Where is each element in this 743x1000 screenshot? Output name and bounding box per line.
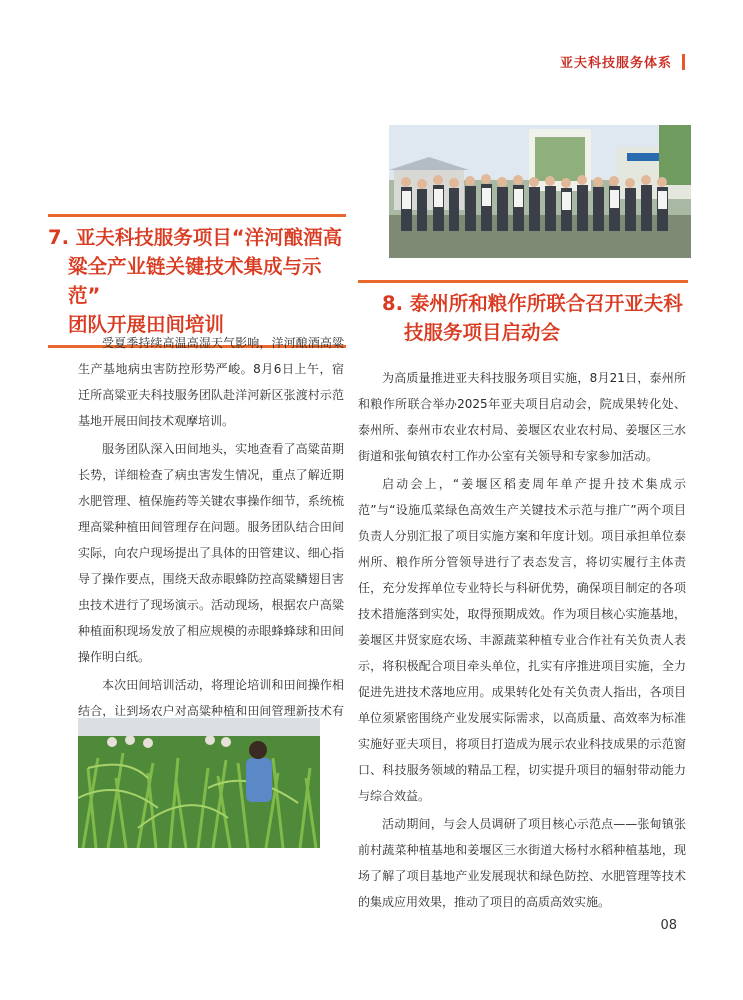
section8-paragraph: 启动会上，“姜堰区稻麦周年单产提升技术集成示范”与“设施瓜菜绿色高效生产关键技术示范与推广”两个项目负责人分别汇报了项目实施方案和年度计划。项目承担单位泰州所、粮作所分管领导进行了表态发言，将切实履行主体责任，充分发挥单位专业特长与科研优势，确保项目制定的各项技术措施落到实处，取得预期成效。作为项目核心实施基地，姜堰区井贤家庭农场、丰源蔬菜种植专业合作社有关负责人表示，将积极配合项目牵头单位，扎实有序推进项目实施，全力促进先进技术落地应用。成果转化处有关负责人指出，各项目单位须紧密围绕产业发展实际需求，以高质量、高效率为标准实施好亚夫项目，将项目打造成为展示农业科技成果的示范窗口、科技服务领域的精品工程，切实提升项目的辐射带动能力与综合效益。 — [358, 477, 686, 803]
section7-paragraph: 本次田间培训活动，将理论培训和田间操作相结合，让到场农户对高粱种植和田间管理新技术有 — [78, 678, 344, 718]
section7-paragraph: 受夏季持续高温高湿天气影响，洋河酿酒高粱生产基地病虫害防控形势严峻。8月6日上午，宿迁所高粱亚夫科技服务团队赴洋河新区张渡村示范基地开展田间技术观摩培训。 — [78, 336, 344, 428]
field-training-photo — [78, 718, 320, 848]
section8-heading-block — [358, 280, 688, 351]
page-number: 08 — [660, 918, 677, 933]
section8-heading-line: 8. 泰州所和粮作所联合召开亚夫科 — [382, 292, 683, 315]
section8-paragraph: 活动期间，与会人员调研了项目核心示范点——张甸镇张前村蔬菜种植基地和姜堰区三水街道大杨村水稻种植基地，现场了解了项目基地产业发展现状和绿色防控、水肥管理等技术的集成应用效果，推动了项目的高质高效实施。 — [358, 817, 686, 909]
header-bar — [682, 54, 685, 70]
section8-paragraph: 为高质量推进亚夫科技服务项目实施，8月21日，泰州所和粮作所联合举办2025年亚夫项目启动会，院成果转化处、泰州所、泰州市农业农村局、姜堰区农业农村局、姜堰区三水街道和张甸镇农村工作办公室有关领导和专家参加活动。 — [358, 371, 686, 463]
section7-heading-line: 7. 亚夫科技服务项目“洋河酿酒高 — [48, 226, 343, 249]
section8-heading-line: 技服务项目启动会 — [404, 321, 561, 344]
section8-body — [358, 365, 686, 915]
meeting-group-photo — [389, 125, 691, 258]
section7-heading-line: 粱全产业链关键技术集成与示范” — [68, 255, 322, 307]
section7-paragraph: 服务团队深入田间地头，实地查看了高粱苗期长势，详细检查了病虫害发生情况，重点了解近期水肥管理、植保施药等关键农事操作细节，系统梳理高粱种植田间管理存在问题。服务团队结合田间实际，向农户现场提出了具体的田管建议、细心指导了操作要点，围绕天敌赤眼蜂防控高粱鳞翅目害虫技术进行了现场演示。活动现场，根据农户高粱种植面积现场发放了相应规模的赤眼蜂蜂球和田间操作明白纸。 — [78, 442, 344, 664]
header-title: 亚夫科技服务体系 — [559, 56, 672, 71]
section7-body — [78, 330, 344, 750]
section7-heading-block — [48, 214, 346, 348]
section7-heading-line: 团队开展田间培训 — [68, 313, 225, 336]
running-header — [560, 52, 685, 71]
